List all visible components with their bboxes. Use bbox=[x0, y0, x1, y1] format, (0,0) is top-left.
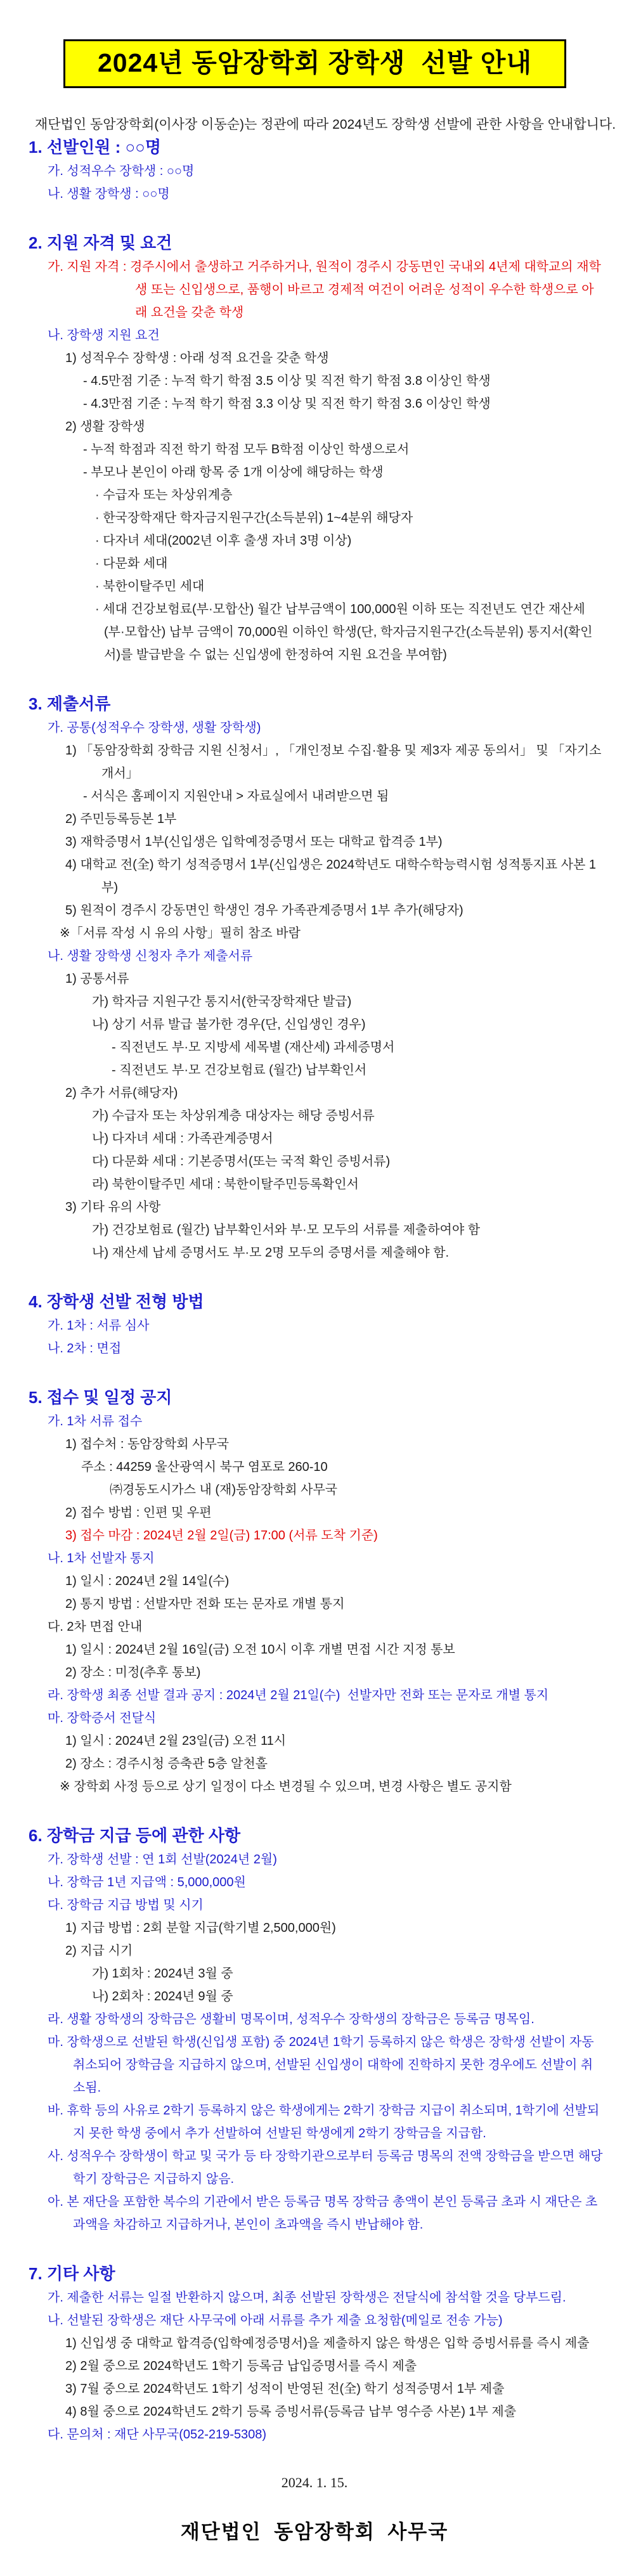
doc-line: 다) 다문화 세대 : 기본증명서(또는 국적 확인 증빙서류) bbox=[92, 1155, 391, 1169]
doc-line: 사. 성적우수 장학생이 학교 및 국가 등 타 장학기관으로부터 등록금 명목의 전액 장학금을 받으면 해당 학기 장학금은 지급하지 않음. bbox=[48, 2149, 607, 2187]
doc-line: 4) 대학교 전(全) 학기 성적증명서 1부(신입생은 2024학년도 대학수학능력시험 성적통지표 사본 1부) bbox=[65, 858, 596, 895]
doc-line: 1) 지급 방법 : 2회 분할 지급(학기별 2,500,000원) bbox=[65, 1921, 336, 1936]
doc-line: 2) 통지 방법 : 선발자만 전화 또는 문자로 개별 통지 bbox=[65, 1597, 345, 1612]
doc-line: · 다자녀 세대(2002년 이후 출생 자녀 3명 이상) bbox=[95, 534, 352, 548]
doc-line: 나. 생활 장학생 : ○○명 bbox=[48, 187, 170, 202]
doc-line: 2) 지급 시기 bbox=[65, 1944, 133, 1958]
doc-line: 가. 지원 자격 : 경주시에서 출생하고 거주하거나, 원적이 경주시 강동면인 국내외 4년제 대학교의 재학생 또는 신입생으로, 품행이 바르고 경제적 여건이 어려운 성적이 우수한 학생으로 아래 요건을 갖춘 학생 bbox=[48, 260, 601, 320]
doc-line: 다. 장학금 지급 방법 및 시기 bbox=[48, 1898, 204, 1913]
doc-line: 1) 일시 : 2024년 2월 14일(수) bbox=[65, 1574, 230, 1589]
doc-line: 1) 접수처 : 동암장학회 사무국 bbox=[65, 1437, 230, 1452]
doc-line: 나. 장학금 1년 지급액 : 5,000,000원 bbox=[48, 1875, 246, 1890]
doc-line: · 수급자 또는 차상위계층 bbox=[95, 488, 233, 503]
doc-line: 2) 주민등록등본 1부 bbox=[65, 812, 177, 827]
doc-line: 가) 건강보험료 (월간) 납부확인서와 부·모 모두의 서류를 제출하여야 함 bbox=[92, 1223, 481, 1238]
doc-line: · 한국장학재단 학자금지원구간(소득분위) 1~4분위 해당자 bbox=[95, 511, 413, 526]
doc-line: 라. 장학생 최종 선발 결과 공지 : 2024년 2월 21일(수) 선발자만 전화 또는 문자로 개별 통지 bbox=[48, 1688, 549, 1703]
section-heading: 2. 지원 자격 및 요건 bbox=[29, 233, 172, 253]
doc-line: 나. 생활 장학생 신청자 추가 제출서류 bbox=[48, 949, 253, 964]
section-heading: 7. 기타 사항 bbox=[29, 2264, 115, 2284]
footer-org-name: 재단법인 동암장학회 사무국 bbox=[180, 2521, 449, 2544]
title-banner bbox=[63, 39, 566, 88]
doc-line: 가) 학자금 지원구간 통지서(한국장학재단 발급) bbox=[92, 995, 352, 1009]
doc-line: 가. 1차 : 서류 심사 bbox=[48, 1319, 150, 1333]
date-text: 2024. 1. 15. bbox=[281, 2475, 348, 2491]
doc-line: 가) 1회차 : 2024년 3월 중 bbox=[92, 1967, 233, 1981]
doc-line: 가. 제출한 서류는 일절 반환하지 않으며, 최종 선발된 장학생은 전달식에 참석할 것을 당부드림. bbox=[48, 2291, 566, 2305]
section-heading: 1. 선발인원 : ○○명 bbox=[29, 138, 162, 157]
doc-line: 3) 재학증명서 1부(신입생은 입학예정증명서 또는 대학교 합격증 1부) bbox=[65, 835, 443, 850]
doc-line: 3) 접수 마감 : 2024년 2월 2일(금) 17:00 (서류 도착 기준) bbox=[65, 1529, 378, 1543]
doc-line: 라. 생활 장학생의 장학금은 생활비 명목이며, 성적우수 장학생의 장학금은 등록금 명목임. bbox=[48, 2012, 535, 2027]
doc-line: 마. 장학증서 전달식 bbox=[48, 1711, 157, 1726]
doc-line: 2) 접수 방법 : 인편 및 우편 bbox=[65, 1506, 212, 1520]
doc-line: · 다문화 세대 bbox=[95, 557, 168, 571]
doc-line: 나. 1차 선발자 통지 bbox=[48, 1551, 155, 1566]
doc-line: 나) 상기 서류 발급 불가한 경우(단, 신입생인 경우) bbox=[92, 1018, 366, 1032]
doc-line: 나) 재산세 납세 증명서도 부·모 2명 모두의 증명서를 제출해야 함. bbox=[92, 1246, 450, 1260]
doc-line: ※ 장학회 사정 등으로 상기 일정이 다소 변경될 수 있으며, 변경 사항은 별도 공지함 bbox=[60, 1780, 512, 1794]
doc-line: 가. 1차 서류 접수 bbox=[48, 1414, 143, 1429]
doc-line: 1) 일시 : 2024년 2월 16일(금) 오전 10시 이후 개별 면접 시간 지정 통보 bbox=[65, 1643, 455, 1657]
doc-line: 1) 신입생 중 대학교 합격증(입학예정증명서)을 제출하지 않은 학생은 입학 증빙서류를 즉시 제출 bbox=[65, 2336, 590, 2351]
doc-line: 나) 다자녀 세대 : 가족관계증명서 bbox=[92, 1132, 273, 1146]
doc-line: 마. 장학생으로 선발된 학생(신입생 포함) 중 2024년 1학기 등록하지 않은 학생은 장학생 선발이 자동 취소되어 장학금을 지급하지 않으며, 선발된 신입생이 대학에 진학하지 못한 경우에도 선발이 취소됨. bbox=[48, 2035, 598, 2095]
doc-line: 4) 8월 중으로 2024학년도 2학기 등록 증빙서류(등록금 납부 영수증 사본) 1부 제출 bbox=[65, 2405, 517, 2419]
doc-line: - 직전년도 부·모 건강보험료 (월간) 납부확인서 bbox=[112, 1063, 367, 1078]
doc-line: 나. 2차 : 면접 bbox=[48, 1342, 122, 1356]
doc-line: 2) 생활 장학생 bbox=[65, 420, 145, 434]
doc-line: 가. 장학생 선발 : 연 1회 선발(2024년 2월) bbox=[48, 1853, 277, 1867]
doc-line: 나) 2회차 : 2024년 9월 중 bbox=[92, 1990, 233, 2004]
doc-line: ㈜경동도시가스 내 (재)동암장학회 사무국 bbox=[110, 1483, 338, 1498]
section-heading: 4. 장학생 선발 전형 방법 bbox=[29, 1292, 204, 1312]
doc-line: 다. 문의처 : 재단 사무국(052-219-5308) bbox=[48, 2428, 267, 2442]
doc-line: 바. 휴학 등의 사유로 2학기 등록하지 않은 학생에게는 2학기 장학금 지급이 취소되며, 1학기에 선발되지 못한 학생 중에서 추가 선발하여 선발된 학생에게 2학기 장학금을 지급함. bbox=[48, 2104, 600, 2141]
doc-line: · 북한이탈주민 세대 bbox=[95, 579, 205, 594]
section-heading: 5. 접수 및 일정 공지 bbox=[29, 1388, 172, 1408]
doc-line: 가. 공통(성적우수 장학생, 생활 장학생) bbox=[48, 721, 261, 735]
doc-line: 다. 2차 면접 안내 bbox=[48, 1620, 143, 1634]
doc-line: 5) 원적이 경주시 강동면인 학생인 경우 가족관계증명서 1부 추가(해당자) bbox=[65, 903, 464, 918]
doc-line: 1) 「동암장학회 장학금 지원 신청서」, 「개인정보 수집·활용 및 제3자 제공 동의서」 및 「자기소개서」 bbox=[65, 744, 602, 781]
doc-line: 3) 기타 유의 사항 bbox=[65, 1200, 161, 1215]
doc-line: · 세대 건강보험료(부·모합산) 월간 납부금액이 100,000원 이하 또는 직전년도 연간 재산세 (부·모합산) 납부 금액이 70,000원 이하인 학생(단, 학자금지원구간(소득분위) 통지서(확인서)를 발급받을 수 없는 신입생에 한정하여 지원 요건을 부여함) bbox=[95, 602, 593, 663]
doc-line: 2) 장소 : 경주시청 증축관 5층 알천홀 bbox=[65, 1757, 268, 1771]
doc-line: - 부모나 본인이 아래 항목 중 1개 이상에 해당하는 학생 bbox=[83, 465, 384, 480]
doc-line: - 누적 학점과 직전 학기 학점 모두 B학점 이상인 학생으로서 bbox=[83, 443, 410, 457]
doc-line: - 직전년도 부·모 지방세 세목별 (재산세) 과세증명서 bbox=[112, 1040, 395, 1055]
doc-line: 1) 일시 : 2024년 2월 23일(금) 오전 11시 bbox=[65, 1734, 287, 1749]
doc-line: 2) 장소 : 미정(추후 통보) bbox=[65, 1666, 201, 1680]
doc-line: 가. 성적우수 장학생 : ○○명 bbox=[48, 164, 195, 179]
doc-line: - 4.3만점 기준 : 누적 학기 학점 3.3 이상 및 직전 학기 학점 3.6 이상인 학생 bbox=[83, 397, 491, 411]
doc-line: ※「서류 작성 시 유의 사항」필히 참조 바람 bbox=[60, 926, 301, 941]
doc-line: 1) 성적우수 장학생 : 아래 성적 요건을 갖춘 학생 bbox=[65, 351, 329, 366]
doc-line: 1) 공통서류 bbox=[65, 972, 129, 987]
doc-line: 2) 2월 중으로 2024학년도 1학기 등록금 납입증명서를 즉시 제출 bbox=[65, 2359, 417, 2374]
section-heading: 3. 제출서류 bbox=[29, 694, 111, 714]
doc-line: 아. 본 재단을 포함한 복수의 기관에서 받은 등록금 명목 장학금 총액이 본인 등록금 초과 시 재단은 초과액을 차감하고 지급하거나, 본인이 초과액을 즉시 반납해야 함. bbox=[48, 2195, 598, 2232]
intro-text: 재단법인 동암장학회(이사장 이동순)는 정관에 따라 2024년도 장학생 선발에 관한 사항을 안내합니다. bbox=[35, 117, 616, 133]
doc-line: 가) 수급자 또는 차상위계층 대상자는 해당 증빙서류 bbox=[92, 1109, 375, 1123]
doc-line: 2) 추가 서류(해당자) bbox=[65, 1086, 178, 1101]
doc-line: 주소 : 44259 울산광역시 북구 염포로 260-10 bbox=[81, 1460, 328, 1475]
doc-line: 나. 선발된 장학생은 재단 사무국에 아래 서류를 추가 제출 요청함(메일로 전송 가능) bbox=[48, 2314, 503, 2328]
page-title: 2024년 동암장학회 장학생 선발 안내 bbox=[97, 48, 533, 77]
doc-line: - 서식은 홈페이지 지원안내 > 자료실에서 내려받으면 됨 bbox=[83, 789, 389, 804]
doc-line: 3) 7월 중으로 2024학년도 1학기 성적이 반영된 전(全) 학기 성적증명서 1부 제출 bbox=[65, 2382, 505, 2397]
doc-line: - 4.5만점 기준 : 누적 학기 학점 3.5 이상 및 직전 학기 학점 3.8 이상인 학생 bbox=[83, 374, 491, 389]
section-heading: 6. 장학금 지급 등에 관한 사항 bbox=[29, 1826, 241, 1846]
doc-line: 나. 장학생 지원 요건 bbox=[48, 328, 160, 343]
doc-line: 라) 북한이탈주민 세대 : 북한이탈주민등록확인서 bbox=[92, 1177, 359, 1192]
document-body bbox=[0, 134, 629, 2446]
